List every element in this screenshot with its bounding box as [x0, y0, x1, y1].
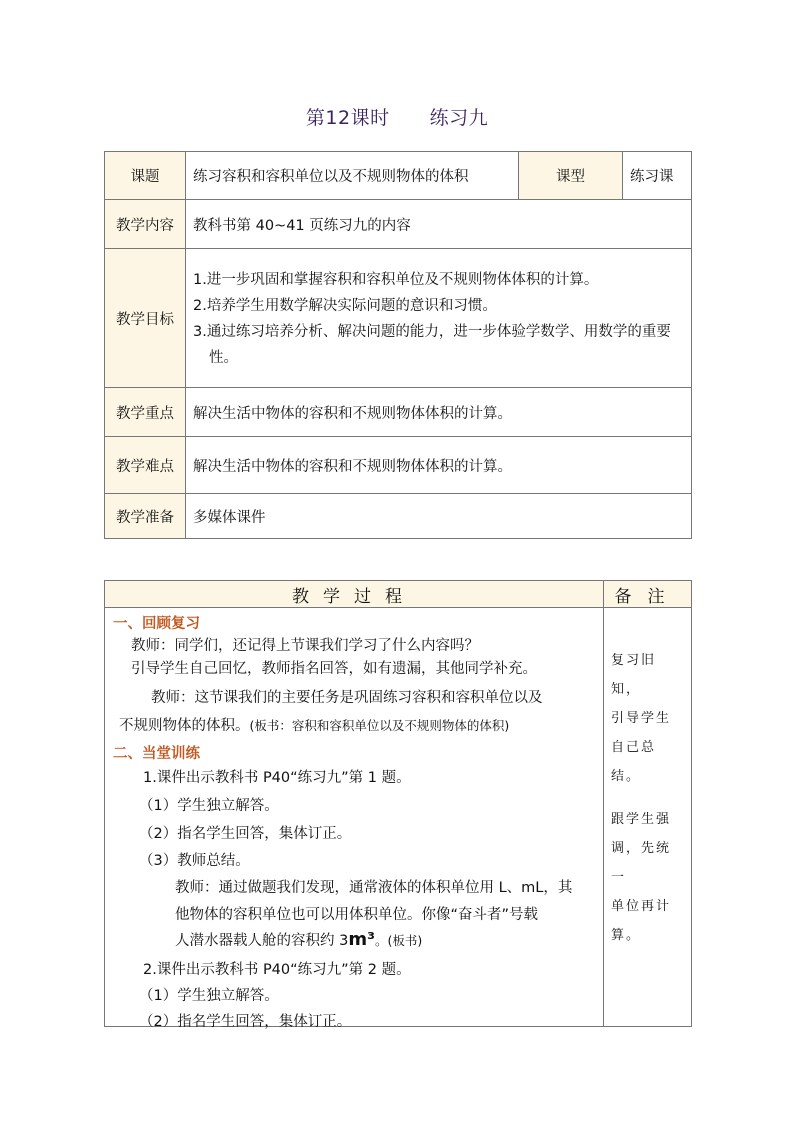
practice-line: 2.课件出示教科书 P40“练习九”第 2 题。	[143, 962, 411, 978]
lesson-topic: 练习九	[429, 107, 489, 129]
teaching-process-table	[104, 580, 692, 1030]
remark-review: 复习旧知， 引导学生 自己总结。	[611, 653, 672, 784]
blackboard-note: (板书：容积和容积单位以及不规则物体的体积)	[249, 718, 510, 733]
practice-line: （2）指名学生回答，集体订正。	[139, 1014, 352, 1030]
section-practice-title: 二、当堂训练	[113, 746, 200, 762]
row-key-point	[105, 388, 692, 437]
practice-line: 他物体的容积单位也可以用体积单位。你像“奋斗者”号载	[175, 907, 539, 923]
row-content	[105, 200, 692, 249]
row-topic	[105, 152, 692, 200]
section-review-title: 一、回顾复习	[113, 616, 200, 632]
lesson-number: 第12课时	[305, 107, 390, 129]
practice-line: （1）学生独立解答。	[139, 988, 279, 1004]
page-title	[0, 103, 794, 130]
content-label: 教学内容	[105, 200, 186, 249]
content-value: 教科书第 40~41 页练习九的内容	[186, 200, 692, 249]
process-header-row	[105, 581, 692, 608]
difficulty-value: 解决生活中物体的容积和不规则物体体积的计算。	[186, 437, 692, 494]
topic-value: 练习容积和容积单位以及不规则物体的体积	[186, 152, 519, 200]
review-line: 教师：这节课我们的主要任务是巩固练习容积和容积单位以及	[151, 690, 543, 706]
review-line: 教师：同学们，还记得上节课我们学习了什么内容吗？	[131, 638, 479, 654]
lesson-info-table	[104, 151, 692, 539]
process-body-row	[105, 608, 692, 1027]
prep-label: 教学准备	[105, 494, 186, 539]
practice-line: 1.课件出示教科书 P40“练习九”第 1 题。	[143, 770, 411, 786]
practice-line: 人潜水器载人舱的容积约 3m³。(板书)	[175, 929, 423, 950]
goals-label: 教学目标	[105, 249, 186, 388]
row-difficulty	[105, 437, 692, 494]
practice-line: 教师：通过做题我们发现，通常液体的体积单位用 L、mL，其	[175, 880, 573, 896]
practice-line: （1）学生独立解答。	[139, 798, 279, 814]
process-header: 教学过程	[105, 581, 604, 608]
remarks-header: 备注	[604, 581, 692, 608]
prep-value: 多媒体课件	[186, 494, 692, 539]
unit-cubic-meter: m³	[348, 929, 375, 950]
review-line: 引导学生自己回忆，教师指名回答，如有遗漏，其他同学补充。	[131, 661, 537, 677]
key-value: 解决生活中物体的容积和不规则物体体积的计算。	[186, 388, 692, 437]
row-preparation	[105, 494, 692, 539]
type-value: 练习课	[623, 152, 692, 200]
type-label: 课型	[519, 152, 623, 200]
goal-item: 3.通过练习培养分析、解决问题的能力，进一步体验学数学、用数学的重要性。	[193, 324, 671, 366]
process-content	[105, 608, 604, 1030]
practice-line: （3）教师总结。	[139, 853, 250, 869]
goal-item: 2.培养学生用数学解决实际问题的意识和习惯。	[193, 298, 497, 314]
practice-line: （2）指名学生回答，集体订正。	[139, 826, 352, 842]
topic-label: 课题	[105, 152, 186, 200]
remarks-cell	[604, 608, 692, 1027]
difficulty-label: 教学难点	[105, 437, 186, 494]
remark-practice: 跟学生强 调，先统一 单位再计 算。	[611, 812, 672, 943]
row-goals	[105, 249, 692, 388]
goal-item: 1.进一步巩固和掌握容积和容积单位及不规则物体体积的计算。	[193, 272, 599, 288]
review-line: 不规则物体的体积。(板书：容积和容积单位以及不规则物体的体积)	[119, 718, 510, 734]
goals-list	[186, 249, 692, 388]
key-label: 教学重点	[105, 388, 186, 437]
